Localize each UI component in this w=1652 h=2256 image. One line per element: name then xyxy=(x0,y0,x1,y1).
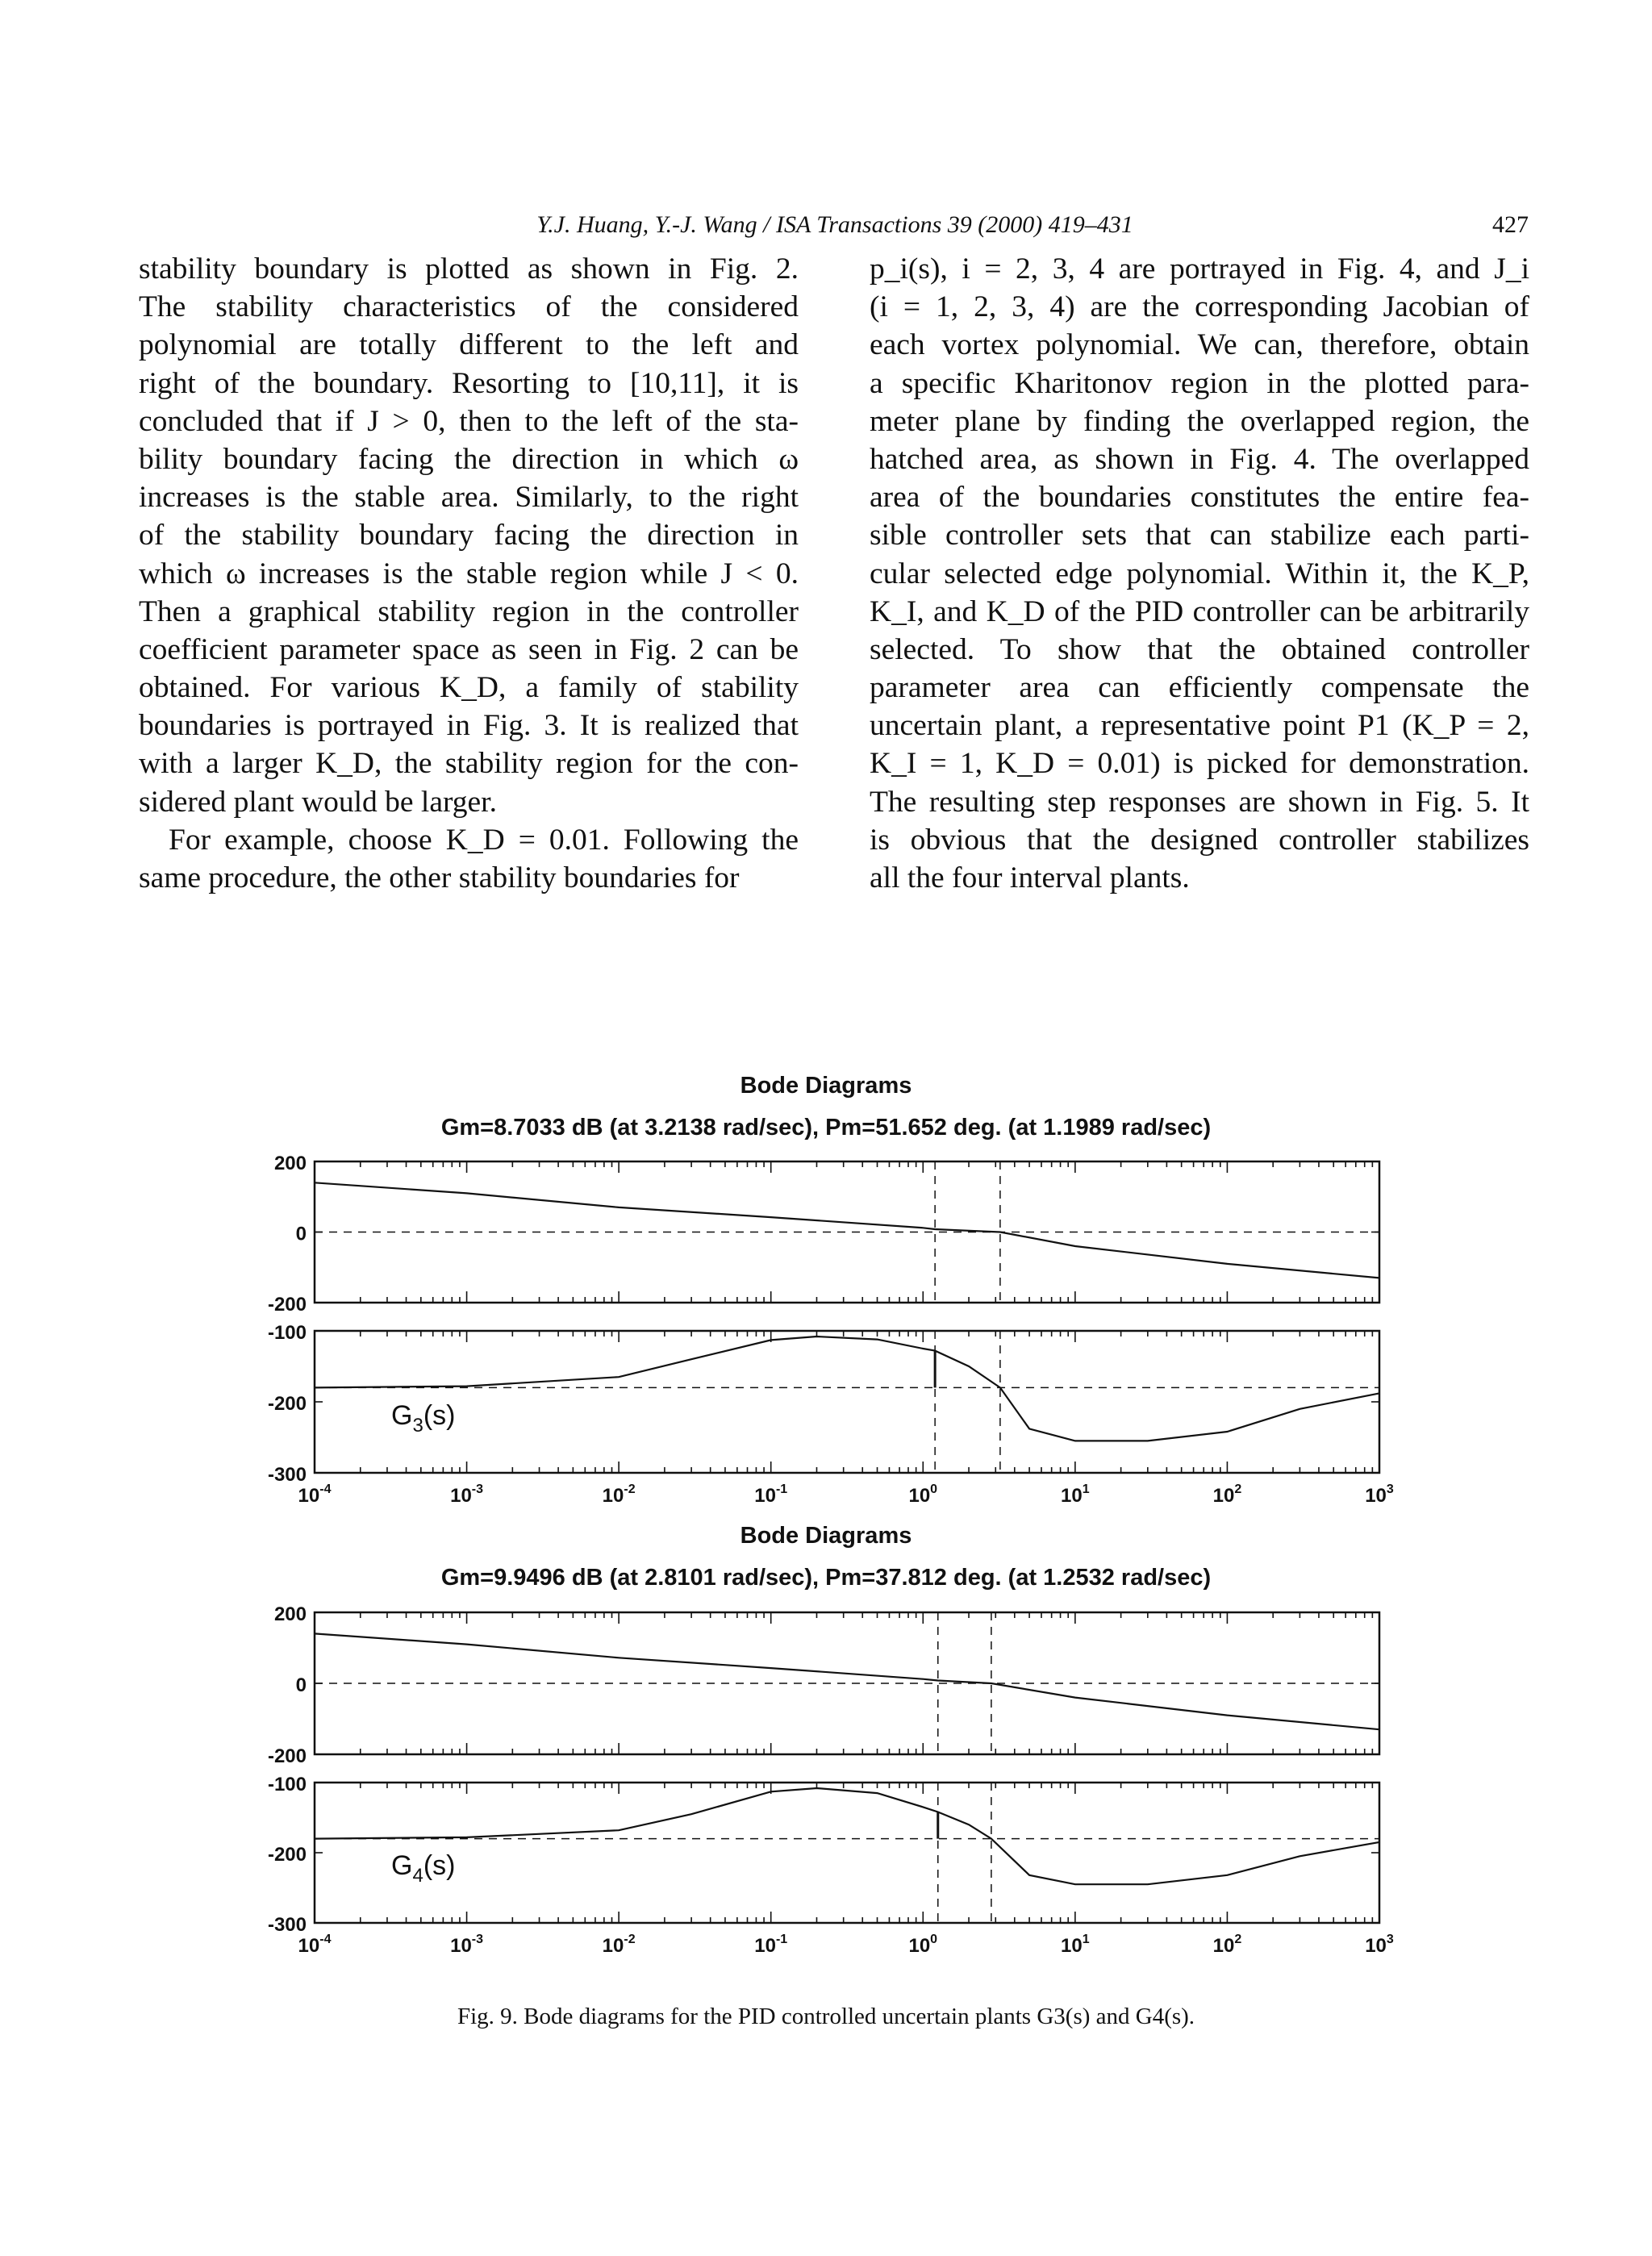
magnitude-plot xyxy=(268,1603,1379,1767)
x-tick-label xyxy=(1061,1933,1090,1957)
y-tick-label: 200 xyxy=(273,1153,307,1174)
x-tick-label xyxy=(1365,1933,1394,1957)
text-line: a specific Kharitonov region in the plotted para- xyxy=(870,366,1529,400)
text-line: hatched area, as shown in Fig. 4. The overlapped xyxy=(870,442,1529,476)
text-line: The resulting step responses are shown in Fig. 5. It xyxy=(870,785,1529,819)
x-tick-base: 10 xyxy=(298,1935,320,1957)
x-tick-base: 10 xyxy=(754,1935,776,1957)
x-tick-label xyxy=(603,1482,636,1507)
phase-curve xyxy=(315,1788,1379,1884)
x-tick-exponent: -3 xyxy=(471,1933,484,1946)
y-tick-label: 0 xyxy=(295,1674,307,1696)
phase-curve xyxy=(315,1337,1379,1441)
y-tick-label: -200 xyxy=(267,1294,307,1316)
text-line: which ω increases is the stable region while J < 0. xyxy=(139,557,799,590)
y-tick-label: 200 xyxy=(273,1603,307,1625)
text-line: parameter area can efficiently compensate the xyxy=(870,671,1529,705)
x-tick-exponent: 0 xyxy=(930,1933,938,1946)
text-line: meter plane by finding the overlapped region, the xyxy=(870,404,1529,438)
text-line: same procedure, the other stability boundaries for xyxy=(139,861,740,894)
x-tick-exponent: 3 xyxy=(1386,1933,1394,1946)
figure-caption: Fig. 9. Bode diagrams for the PID controlled uncertain plants G3(s) and G4(s). xyxy=(457,2004,1195,2029)
x-tick-label xyxy=(908,1482,937,1507)
x-tick-label xyxy=(603,1933,636,1957)
text-line: polynomial are totally different to the left and xyxy=(139,328,799,362)
text-line: (i = 1, 2, 3, 4) are the corresponding Jacobian of xyxy=(870,290,1529,324)
y-tick-label: -300 xyxy=(267,1464,307,1486)
x-tick-exponent: 2 xyxy=(1234,1482,1242,1496)
x-tick-base: 10 xyxy=(602,1485,624,1507)
plant-label-main: G xyxy=(391,1400,413,1431)
x-tick-base: 10 xyxy=(908,1485,931,1507)
text-line: all the four interval plants. xyxy=(870,861,1190,894)
text-line: right of the boundary. Resorting to [10,11], it is xyxy=(139,366,799,400)
x-tick-label xyxy=(1365,1482,1394,1507)
x-tick-label xyxy=(298,1933,332,1957)
text-line: coefficient parameter space as seen in Fig. 2 can be xyxy=(139,632,799,666)
x-tick-base: 10 xyxy=(602,1935,624,1957)
magnitude-curve xyxy=(315,1182,1379,1278)
magnitude-plot xyxy=(268,1153,1379,1316)
x-tick-label xyxy=(450,1482,483,1507)
phase-frame xyxy=(315,1783,1379,1923)
text-line: is obvious that the designed controller stabilizes xyxy=(870,823,1529,857)
text-line: K_I, and K_D of the PID controller can be arbitrarily xyxy=(870,594,1529,628)
plant-label-subscript: 3 xyxy=(412,1415,423,1437)
x-tick-base: 10 xyxy=(1365,1485,1387,1507)
x-tick-label xyxy=(1213,1933,1242,1957)
text-line: bility boundary facing the direction in which ω xyxy=(139,442,799,476)
chart-subtitle: Gm=9.9496 dB (at 2.8101 rad/sec), Pm=37.812 deg. (at 1.2532 rad/sec) xyxy=(440,1565,1212,1591)
x-tick-exponent: -2 xyxy=(624,1482,636,1496)
x-tick-base: 10 xyxy=(1061,1485,1083,1507)
plant-label xyxy=(391,1850,455,1887)
phase-plot xyxy=(268,1774,1394,1957)
running-title: Y.J. Huang, Y.-J. Wang / ISA Transactions 39 (2000) 419–431 xyxy=(536,211,1133,238)
y-tick-label: 0 xyxy=(295,1223,307,1245)
x-tick-exponent: 3 xyxy=(1386,1482,1394,1496)
x-tick-label xyxy=(908,1933,937,1957)
chart-subtitle: Gm=8.7033 dB (at 3.2138 rad/sec), Pm=51.652 deg. (at 1.1989 rad/sec) xyxy=(440,1115,1212,1141)
y-tick-label: -100 xyxy=(267,1322,307,1344)
x-tick-exponent: 2 xyxy=(1234,1933,1242,1946)
text-line: selected. To show that the obtained controller xyxy=(870,632,1529,666)
x-tick-exponent: -4 xyxy=(319,1933,332,1946)
x-tick-exponent: -1 xyxy=(775,1933,788,1946)
x-tick-label xyxy=(754,1482,787,1507)
x-tick-label xyxy=(298,1482,332,1507)
text-line: each vortex polynomial. We can, therefore, obtain xyxy=(870,328,1529,362)
text-line: stability boundary is plotted as shown in Fig. 2. xyxy=(139,252,799,286)
x-tick-base: 10 xyxy=(1212,1485,1235,1507)
y-tick-label: -200 xyxy=(267,1745,307,1767)
plant-label-tail: (s) xyxy=(423,1400,456,1431)
x-tick-label xyxy=(450,1933,483,1957)
text-line: sible controller sets that can stabilize each parti- xyxy=(870,519,1529,553)
x-tick-label xyxy=(1213,1482,1242,1507)
x-tick-exponent: 1 xyxy=(1082,1482,1090,1496)
chart-title: Bode Diagrams xyxy=(740,1073,912,1099)
y-tick-label: -100 xyxy=(267,1774,307,1795)
x-tick-base: 10 xyxy=(1212,1935,1235,1957)
y-tick-label: -200 xyxy=(267,1844,307,1866)
text-line: boundaries is portrayed in Fig. 3. It is realized that xyxy=(139,709,799,743)
x-tick-base: 10 xyxy=(908,1935,931,1957)
x-tick-exponent: -1 xyxy=(775,1482,788,1496)
text-line: with a larger K_D, the stability region for the con- xyxy=(139,747,799,781)
x-tick-exponent: -2 xyxy=(624,1933,636,1946)
page-number: 427 xyxy=(1492,211,1529,238)
text-line: concluded that if J > 0, then to the left of the sta- xyxy=(139,404,799,438)
text-line: obtained. For various K_D, a family of stability xyxy=(139,671,799,705)
x-tick-base: 10 xyxy=(1061,1935,1083,1957)
x-tick-exponent: 0 xyxy=(930,1482,938,1496)
y-tick-label: -300 xyxy=(267,1914,307,1936)
x-tick-label xyxy=(1061,1482,1090,1507)
x-tick-exponent: 1 xyxy=(1082,1933,1090,1946)
x-tick-base: 10 xyxy=(450,1485,472,1507)
text-line: Then a graphical stability region in the controller xyxy=(139,594,799,628)
x-tick-base: 10 xyxy=(298,1485,320,1507)
bode-chart-2 xyxy=(268,1523,1394,1957)
text-line: The stability characteristics of the considered xyxy=(139,290,799,324)
plant-label xyxy=(391,1400,455,1437)
text-line: increases is the stable area. Similarly, to the right xyxy=(139,481,799,515)
text-line: K_I = 1, K_D = 0.01) is picked for demonstration. xyxy=(870,747,1529,781)
text-line: of the stability boundary facing the direction in xyxy=(139,519,799,553)
x-tick-exponent: -4 xyxy=(319,1482,332,1496)
plant-label-tail: (s) xyxy=(423,1850,456,1881)
chart-title: Bode Diagrams xyxy=(740,1523,912,1549)
plant-label-subscript: 4 xyxy=(412,1865,423,1887)
text-line: p_i(s), i = 2, 3, 4 are portrayed in Fig. 4, and J_i xyxy=(870,252,1529,286)
text-line: cular selected edge polynomial. Within it, the K_P, xyxy=(870,557,1529,590)
bode-chart-1 xyxy=(268,1073,1394,1507)
x-tick-exponent: -3 xyxy=(471,1482,484,1496)
x-tick-base: 10 xyxy=(754,1485,776,1507)
text-line: area of the boundaries constitutes the entire fea- xyxy=(870,481,1529,515)
x-tick-label xyxy=(754,1933,787,1957)
y-tick-label: -200 xyxy=(267,1393,307,1415)
phase-plot xyxy=(268,1322,1394,1507)
text-line: For example, choose K_D = 0.01. Following the xyxy=(169,823,799,857)
magnitude-curve xyxy=(315,1633,1379,1729)
text-line: uncertain plant, a representative point P1 (K_P = 2, xyxy=(870,709,1529,743)
text-line: sidered plant would be larger. xyxy=(139,785,497,819)
phase-frame xyxy=(315,1331,1379,1473)
x-tick-base: 10 xyxy=(450,1935,472,1957)
x-tick-base: 10 xyxy=(1365,1935,1387,1957)
plant-label-main: G xyxy=(391,1850,413,1881)
